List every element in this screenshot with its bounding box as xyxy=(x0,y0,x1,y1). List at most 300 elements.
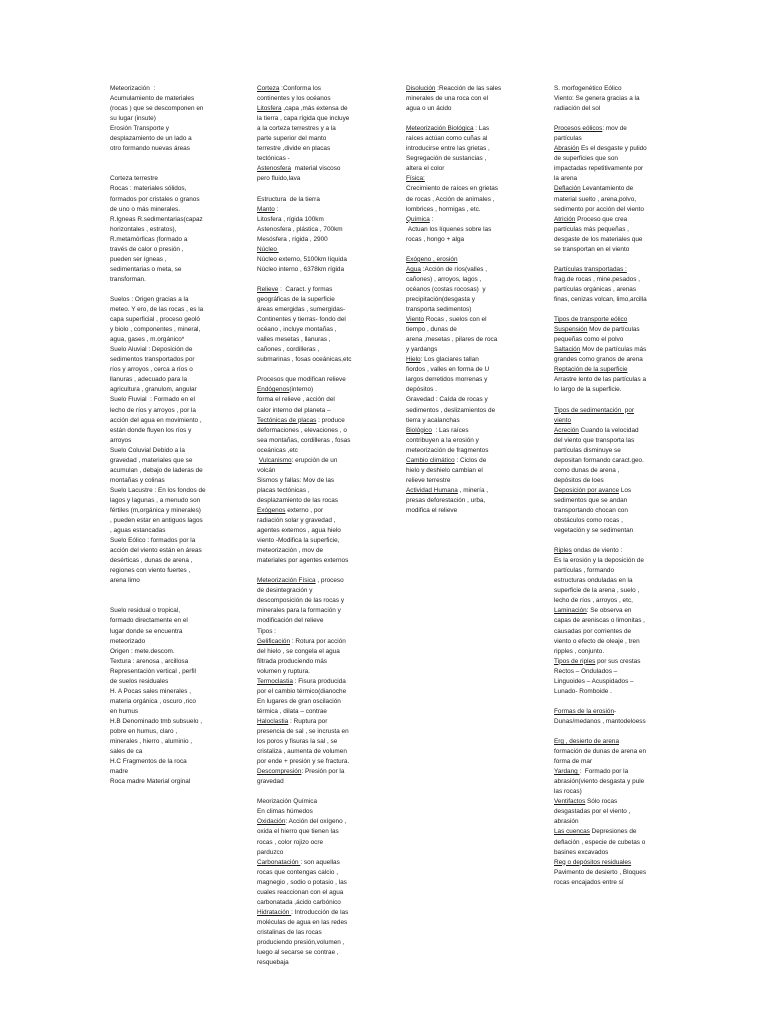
note-line xyxy=(257,787,379,797)
note-line xyxy=(257,184,379,194)
note-line: en humus xyxy=(110,707,139,715)
underlined-term: Reptación de la superficie xyxy=(554,366,628,374)
underlined-term: Deflación xyxy=(554,185,581,193)
note-line: Representación vertical , perfil xyxy=(110,667,196,675)
note-line: del viento que transporta las xyxy=(554,436,635,444)
note-line: presencia de sal , se incrusta en xyxy=(257,728,349,735)
note-line: Actividad Humana , minería , xyxy=(406,486,489,494)
note-line: Deposición por avance Los xyxy=(554,486,632,494)
note-line: abrasión(viento desgasta y pule xyxy=(554,778,645,786)
note-line: radiación solar y gravedad , xyxy=(257,517,336,525)
note-line: partículas , formando xyxy=(554,567,615,575)
note-line: rocas , color rojizo ocre xyxy=(257,838,324,846)
note-line: partículas disminuye se xyxy=(554,446,621,454)
note-line: H.C Fragmentos de la roca xyxy=(110,758,187,766)
note-line: Crecimiento de raíces en grietas xyxy=(406,185,498,193)
note-line: térmica , dilata – contrae xyxy=(257,707,327,715)
note-line: tiempo , dunas de xyxy=(406,326,457,334)
note-line: meteorizado xyxy=(110,637,146,645)
note-line: resquebaja xyxy=(257,959,289,967)
note-line: minerales de una roca con el xyxy=(406,95,489,103)
note-line: introducirse entre las grietas , xyxy=(406,145,490,153)
note-line: arena ,mesetas , pilares de roca xyxy=(406,336,498,344)
underlined-term: Agua xyxy=(406,265,421,273)
note-line: R.metamórficas (formado a xyxy=(110,235,188,243)
note-line: altera el color xyxy=(406,165,445,173)
note-line: Termoclastia : Fisura producida xyxy=(257,677,346,685)
note-line: acción del viento están en áreas xyxy=(110,547,202,555)
note-line: presas deforestación , urba, xyxy=(406,496,486,504)
underlined-term: Relieve xyxy=(257,285,279,293)
note-line: pueden ser ígneas , xyxy=(110,255,167,263)
note-line: Deflación Levantamiento de xyxy=(554,185,634,193)
note-line: hielo y deshielo cambian el xyxy=(406,466,483,474)
note-line: Hidratación : Introducción de las xyxy=(257,908,349,916)
note-line xyxy=(554,365,666,375)
underlined-term: Oxidación xyxy=(257,818,286,826)
note-line: Segregación de sustancias , xyxy=(406,155,487,163)
note-line: Procesos eólicos: mov de xyxy=(554,125,627,133)
underlined-term: Cambio climático xyxy=(406,456,455,464)
underlined-term: Gelificación xyxy=(257,637,291,645)
note-line: lombrices , hormigas , etc. xyxy=(406,205,481,213)
note-line: raíces actúan como cuñas al xyxy=(406,135,488,143)
note-line: magnegio , sodio o potasio , las xyxy=(257,878,347,886)
note-line: Meteorización Biológica : Las xyxy=(406,125,490,133)
note-line: sedimentos que se andan xyxy=(554,496,628,504)
note-line: desérticas , dunas de arena , xyxy=(110,557,193,565)
underlined-term: Tipos de sedimentación por xyxy=(554,406,635,414)
note-line: Manto : xyxy=(257,205,279,213)
note-line xyxy=(110,285,238,295)
note-line: continentes y los océanos xyxy=(257,95,331,103)
note-line: Rectos – Ondulados – xyxy=(554,667,618,675)
underlined-term: Laminación xyxy=(554,607,587,615)
underlined-term: Química xyxy=(406,215,430,223)
note-line: Relieve : Caract. y formas xyxy=(257,285,333,293)
note-line: Meorización Química xyxy=(257,798,318,806)
note-line: depositan formando caract.geo. xyxy=(554,456,644,464)
note-line: Riples ondas de viento : xyxy=(554,547,623,555)
note-line: Núcleo interno , 6378km rígida xyxy=(257,265,345,273)
note-line: desplazamiento de un lado a xyxy=(110,135,192,143)
note-line: transportando chocan con xyxy=(554,506,628,514)
note-line: H. A Pocas sales minerales , xyxy=(110,687,191,695)
note-line: Rocas : materiales sólidos, xyxy=(110,185,187,193)
note-line: En climas húmedos xyxy=(257,808,313,816)
note-line: sedimentarias o meta, se xyxy=(110,265,182,273)
note-line: volcán xyxy=(257,466,276,474)
underlined-term: Vulcanismo xyxy=(258,456,292,464)
underlined-term: Saltación xyxy=(554,346,581,354)
note-line: se transportan en el viento xyxy=(554,245,630,253)
note-line: los poros y fisuras la sal , se xyxy=(257,738,338,746)
note-line: fértiles (m,orgánica y minerales) xyxy=(110,506,201,514)
note-line: Textura : arenosa , arcillosa xyxy=(110,657,189,665)
note-line: moléculas de agua en las redes xyxy=(257,918,348,926)
note-line: carbonatada ,ácido carbónico xyxy=(257,898,341,906)
note-line: la arena xyxy=(554,175,578,183)
note-line: material suelto , arena,polvo, xyxy=(554,195,637,203)
note-line: transforman. xyxy=(110,275,146,283)
underlined-term: Deposición por avance xyxy=(554,486,620,494)
note-line: Abrasión Es el desgaste y pulido xyxy=(554,145,647,153)
underlined-term: Biológico xyxy=(406,426,432,434)
note-line: grandes como granos de arena xyxy=(554,356,643,364)
note-line: Haloclastia : Ruptura por xyxy=(257,717,328,725)
note-line: radiación del sol xyxy=(554,105,601,113)
note-line: rocas , hongo + alga xyxy=(406,235,465,243)
note-line: desplazamiento de las rocas xyxy=(257,496,338,504)
note-line: capa superficial , proceso geoló xyxy=(110,316,200,324)
note-line xyxy=(110,164,238,174)
note-line: Sismos y fallas: Mov de las xyxy=(257,476,335,484)
underlined-term: Exógeno , erosión xyxy=(406,255,458,263)
note-line: Tipos : xyxy=(257,627,276,635)
note-line: descomposición de las rocas y xyxy=(257,597,345,605)
note-line: ríos y arroyos , cerca a ríos o xyxy=(110,366,193,374)
note-line: Atrición Proceso que crea xyxy=(554,215,628,223)
note-line: parte superior del manto xyxy=(257,135,327,143)
note-line: a la corteza terrestres y a la xyxy=(257,125,336,133)
underlined-term: Tectónicas de placas xyxy=(257,416,317,424)
note-line: deformaciones , elevaciones , o xyxy=(257,426,347,434)
note-line: Agua :Acción de ríos(valles , xyxy=(406,265,488,273)
note-line: Mesósfera , rígida , 2900 xyxy=(257,235,328,243)
underlined-term: Meteorización Física xyxy=(257,577,316,585)
note-line: otro formando nuevas áreas xyxy=(110,145,190,153)
note-line: precipitación(desgasta y xyxy=(406,295,475,303)
note-line: Actuan los líquenes sobre las xyxy=(406,225,492,233)
underlined-term: Descompresión xyxy=(257,768,302,776)
note-line: Suelo Eólico : formados por la xyxy=(110,537,196,545)
note-line: Meteorización Física , proceso xyxy=(257,577,344,585)
note-line: están donde fluyen los ríos y xyxy=(110,426,192,434)
note-line: depósitos . xyxy=(406,386,437,394)
note-line: forma el relieve , acción del xyxy=(257,396,335,404)
note-line: formados por cristales o granos xyxy=(110,195,200,203)
note-line: madre xyxy=(110,768,129,776)
note-line: tierra y acalanchas xyxy=(406,416,460,424)
note-line: forma de mar xyxy=(554,758,593,766)
underlined-term: Atrición xyxy=(554,215,576,223)
note-line xyxy=(406,255,530,265)
note-line: montañas y colinas xyxy=(110,476,165,484)
note-line: Astenosfera , plástica , 700km xyxy=(257,225,343,233)
underlined-term: Carbonatación xyxy=(257,858,301,866)
note-line: cristalinas de las rocas xyxy=(257,928,322,936)
note-line: , pueden estar en antiguos lagos xyxy=(110,517,203,525)
note-line: partículas más pequeñas , xyxy=(554,225,629,233)
notes-column-1 xyxy=(110,84,238,787)
note-line: placas tectónicas , xyxy=(257,486,310,494)
underlined-term: Actividad Humana xyxy=(406,486,458,494)
underlined-term: Reg o depósitos residuales xyxy=(554,858,632,866)
note-line: meteorización , mov de xyxy=(257,547,324,555)
note-line: Corteza terrestre xyxy=(110,175,158,183)
note-line xyxy=(554,265,666,275)
underlined-term: Exógenos xyxy=(257,506,286,514)
underlined-term: Procesos eólicos xyxy=(554,125,603,133)
note-line: cuales reaccionan con el agua xyxy=(257,888,344,896)
note-line: desgastadas por el viento , xyxy=(554,808,631,816)
note-line: Descompresión: Presión por la xyxy=(257,768,345,776)
note-line: obstáculos como rocas , xyxy=(554,517,623,525)
note-line: Ventifactos Sólo rocas xyxy=(554,798,618,806)
note-line: produciendo presión,volumen , xyxy=(257,938,345,946)
underlined-term: Las cuencas xyxy=(554,828,590,836)
note-line: través de calor o presión , xyxy=(110,245,184,253)
note-line: superficie de la arena , suelo , xyxy=(554,587,640,595)
underlined-term: Tipos de transporte eólico xyxy=(554,316,628,324)
note-line: cristaliza , aumenta de volumen xyxy=(257,748,347,756)
note-line: Erosión Transporte y xyxy=(110,125,169,133)
note-line: meteo. Y ero, de las rocas , es la xyxy=(110,306,204,314)
note-line: por el cambio térmico(dianoche xyxy=(257,687,347,695)
note-line: Suelo residual o tropical, xyxy=(110,607,180,615)
note-line: sea montañas, cordilleras , fosas xyxy=(257,436,351,444)
note-line: lugar donde se encuentra xyxy=(110,627,183,635)
underlined-term: Erg , desierto de arena xyxy=(554,738,620,746)
note-line: terrestre ,divide en placas xyxy=(257,145,331,153)
note-line: Suspensión Mov de partículas xyxy=(554,326,640,334)
note-line: pero fluido,lava xyxy=(257,175,301,183)
note-line xyxy=(110,596,238,606)
underlined-term: Astenosfera xyxy=(257,165,292,173)
note-line xyxy=(554,305,666,315)
note-line: abrasión xyxy=(554,818,579,826)
note-line: como dunas de arena , xyxy=(554,466,620,474)
note-line: H.B Denominado tmb subsuelo , xyxy=(110,717,203,725)
note-line: Disolución :Reacción de las sales xyxy=(406,85,502,92)
note-line: Estructura de la tierra xyxy=(257,195,320,203)
underlined-term: Tipos de riples xyxy=(554,657,596,665)
note-line xyxy=(257,275,379,285)
note-line: Acreción Cuando la velocidad xyxy=(554,426,639,434)
note-line: Suelo Aluvial : Deposición de xyxy=(110,346,193,354)
note-line: Gravedad : Caída de rocas y xyxy=(406,396,488,404)
note-line xyxy=(110,154,238,164)
note-line: ripples , conjunto. xyxy=(554,647,605,655)
note-line: de desintegración y xyxy=(257,587,313,595)
note-line: submarinas , fosas oceánicas,etc xyxy=(257,356,352,364)
note-line: , aguas estancadas xyxy=(110,527,166,535)
note-line: Litosfera ,capa ,más extensa de xyxy=(257,105,348,113)
note-line: (rocas ) que se descomponen en xyxy=(110,105,204,113)
note-line: relieve terrestre xyxy=(406,476,451,484)
note-line: Tectónicas de placas : produce xyxy=(257,416,345,424)
note-line: geográficas de la superficie xyxy=(257,295,335,303)
note-line: Biológico : Las raíces xyxy=(406,426,469,434)
underlined-term: Formas de la erosión xyxy=(554,707,615,715)
note-line: sedimentos , deslizamientos de xyxy=(406,406,496,414)
note-line xyxy=(554,395,666,405)
note-line: lagos y lagunas , a menudo son xyxy=(110,496,201,504)
note-line: océano , incluye montañas , xyxy=(257,326,337,334)
underlined-term: Hidratación xyxy=(257,908,292,916)
note-line: S. morfogenético Eólico xyxy=(554,85,622,92)
note-line xyxy=(406,114,530,124)
note-line: horizontales , estratos), xyxy=(110,225,177,233)
note-line: acción del agua en movimiento , xyxy=(110,416,202,424)
note-line xyxy=(554,416,666,426)
note-line xyxy=(554,255,666,265)
note-line: lo largo de la superficie. xyxy=(554,386,622,394)
note-line: basines excavados xyxy=(554,848,609,856)
note-line: partículas orgánicas , arenas xyxy=(554,285,637,293)
notes-column-4 xyxy=(554,84,666,888)
notes-column-2 xyxy=(257,84,379,968)
note-line: formación de dunas de arena en xyxy=(554,748,647,756)
note-line: su lugar (insute) xyxy=(110,115,156,123)
note-line: filtrada produciendo más xyxy=(257,657,327,665)
note-line: largos derretidos morrenas y xyxy=(406,376,488,384)
note-line: valles mesetas , llanuras , xyxy=(257,336,331,344)
note-line: lecho de ríos y arroyos , por la xyxy=(110,406,196,414)
note-line: cañones) , arroyos, lagos , xyxy=(406,275,482,283)
note-line: lecho de ríos , arroyos , etc, xyxy=(554,597,633,605)
note-line: Vulcanismo: erupción de un xyxy=(258,456,338,464)
note-line xyxy=(554,406,666,416)
note-line: Litosfera , rígida 100km xyxy=(257,215,324,223)
note-line: modificación del relieve xyxy=(257,617,324,625)
underlined-term: Disolución xyxy=(406,85,436,92)
note-line: Yardang : Formado por la xyxy=(554,768,629,776)
note-line: impactadas repetitivamente por xyxy=(554,165,644,173)
underlined-term: Litosfera xyxy=(257,105,282,113)
underlined-term: Partículas transportadas : xyxy=(554,265,627,273)
note-line: viento -Modifica la superficie, xyxy=(257,537,340,545)
note-line: Carbonatación : son aquellas xyxy=(257,858,340,866)
note-line: rocas encajados entre sí xyxy=(554,878,624,886)
note-line xyxy=(554,536,666,546)
note-line: tectónicas - xyxy=(257,155,290,163)
note-line: Núcleo externo, 5100km líquida xyxy=(257,255,347,263)
underlined-term: Ventifactos xyxy=(554,798,586,806)
note-line: vegetación y se sedimentan xyxy=(554,527,634,535)
note-line xyxy=(406,174,530,184)
note-line: llanuras , adecuado para la xyxy=(110,376,188,384)
note-line: pequeñas como el polvo xyxy=(554,336,624,344)
underlined-term: Acreción xyxy=(554,426,579,434)
note-line xyxy=(554,315,666,325)
note-line: por ende + presión y se fractura. xyxy=(257,758,350,766)
note-line: agentes externos , agua hielo xyxy=(257,527,341,535)
note-line: acumulan , debajo de laderas de xyxy=(110,466,203,474)
note-line: minerales , hierro , aluminio , xyxy=(110,738,193,746)
note-line: Hielo: Los glaciares tallan xyxy=(406,356,479,364)
underlined-term: viento xyxy=(554,416,572,424)
note-line: cañones , cordilleras , xyxy=(257,346,320,354)
note-line: Astenosfera material viscoso xyxy=(257,165,341,173)
note-line: contribuyen a la erosión y xyxy=(406,436,479,444)
underlined-term: Termoclastia xyxy=(257,677,293,685)
underlined-term: Abrasión xyxy=(554,145,580,153)
note-line: pobre en humus, claro , xyxy=(110,728,178,735)
note-line xyxy=(257,245,379,255)
underlined-term: Endógenos xyxy=(257,386,290,394)
note-line: de uno o más minerales. xyxy=(110,205,180,213)
note-line: sedimento por acción del viento xyxy=(554,205,644,213)
note-line: agricultura , granulom, angular xyxy=(110,386,197,394)
note-line: materiales por agentes externos xyxy=(257,557,349,565)
note-line: frag.de rocas , mine.pesados , xyxy=(554,275,640,283)
underlined-term: Yardang xyxy=(554,768,580,776)
note-line: Oxidación: Acción del oxígeno , xyxy=(257,818,347,826)
note-line: causadas por corrientes de xyxy=(554,627,632,635)
note-line: oceánicas ,etc xyxy=(257,446,298,454)
note-line: En lugares de gran oscilación xyxy=(257,697,341,705)
note-line: la tierra , capa rígida que incluye xyxy=(257,115,350,123)
note-line xyxy=(554,737,666,747)
note-line: Corteza :Conforma los xyxy=(257,85,321,92)
note-line: y biolo , componentes , mineral, xyxy=(110,326,201,334)
note-line: regiones con viento fuertes , xyxy=(110,567,191,575)
underlined-term: Corteza xyxy=(257,85,280,92)
note-line: Es la erosión y la deposición de xyxy=(554,557,644,565)
note-line: Suelo Fluvial : Formado en el xyxy=(110,396,195,404)
note-line: R.Igneas R.sedimentarias(capaz xyxy=(110,215,203,223)
note-line: Origen : mete.descom. xyxy=(110,647,175,655)
note-line: gravedad xyxy=(257,778,284,786)
note-line: Roca madre Material orginal xyxy=(110,778,191,786)
note-line xyxy=(257,566,379,576)
note-line: Suelo Lacustre : En los fondos de xyxy=(110,486,206,494)
underlined-term: Viento xyxy=(406,316,425,324)
note-line xyxy=(110,586,238,596)
underlined-term: Riples xyxy=(554,547,572,555)
note-line: Las cuencas Depresiones de xyxy=(554,828,637,836)
note-line: de superficies que son xyxy=(554,155,618,163)
note-line: estructuras onduladas en la xyxy=(554,577,633,585)
note-line: capas de areniscas o limonitas , xyxy=(554,617,645,625)
note-line: de suelos residuales xyxy=(110,677,169,685)
note-line: deflación , especie de cubetas o xyxy=(554,838,646,846)
underlined-term: Haloclastia xyxy=(257,717,289,725)
note-line: Química : xyxy=(406,215,434,223)
note-line xyxy=(257,365,379,375)
note-line: Dunas/medanos , mantodeloess xyxy=(554,717,646,725)
note-line: parduzco xyxy=(257,848,284,856)
note-line: depósitos de loes xyxy=(554,476,604,484)
note-line: océanos (costas rocosas) y xyxy=(406,285,486,293)
note-line: viento o efecto de oleaje , tren xyxy=(554,637,640,645)
note-line: transporta sedimentos) xyxy=(406,306,472,314)
note-line: Suelos : Origen gracias a la xyxy=(110,295,189,303)
note-line: las rocas) xyxy=(554,788,582,796)
note-line: arroyos xyxy=(110,436,132,444)
note-line: volumen y ruptura. xyxy=(257,667,310,675)
note-line: Endógenos(interno) xyxy=(257,386,314,394)
note-line: Viento: Se genera gracias a la xyxy=(554,95,640,103)
underlined-term: Meteorización Biológica xyxy=(406,125,474,133)
note-line: sedimentos transportados por xyxy=(110,356,195,364)
underlined-term: Física: xyxy=(406,175,425,183)
note-line: Exógenos externo , por xyxy=(257,506,324,514)
note-line: gravedad , materiales que se xyxy=(110,456,193,464)
note-line: Lunado- Romboide . xyxy=(554,687,612,695)
note-line: Tipos de riples por sus crestas xyxy=(554,657,641,665)
underlined-term: Manto xyxy=(257,205,275,213)
note-line: Arrastre lento de las partículas a xyxy=(554,376,646,384)
note-line: Viento Rocas , suelos con el xyxy=(406,316,487,324)
note-line: oxida el hierro que tienen las xyxy=(257,828,339,836)
note-line: Continentes y tierras- fondo del xyxy=(257,316,346,324)
note-line: Gelificación : Rotura por acción xyxy=(257,637,346,645)
note-line xyxy=(554,697,666,707)
note-line: y yardangs xyxy=(406,346,438,354)
note-line xyxy=(406,245,530,255)
